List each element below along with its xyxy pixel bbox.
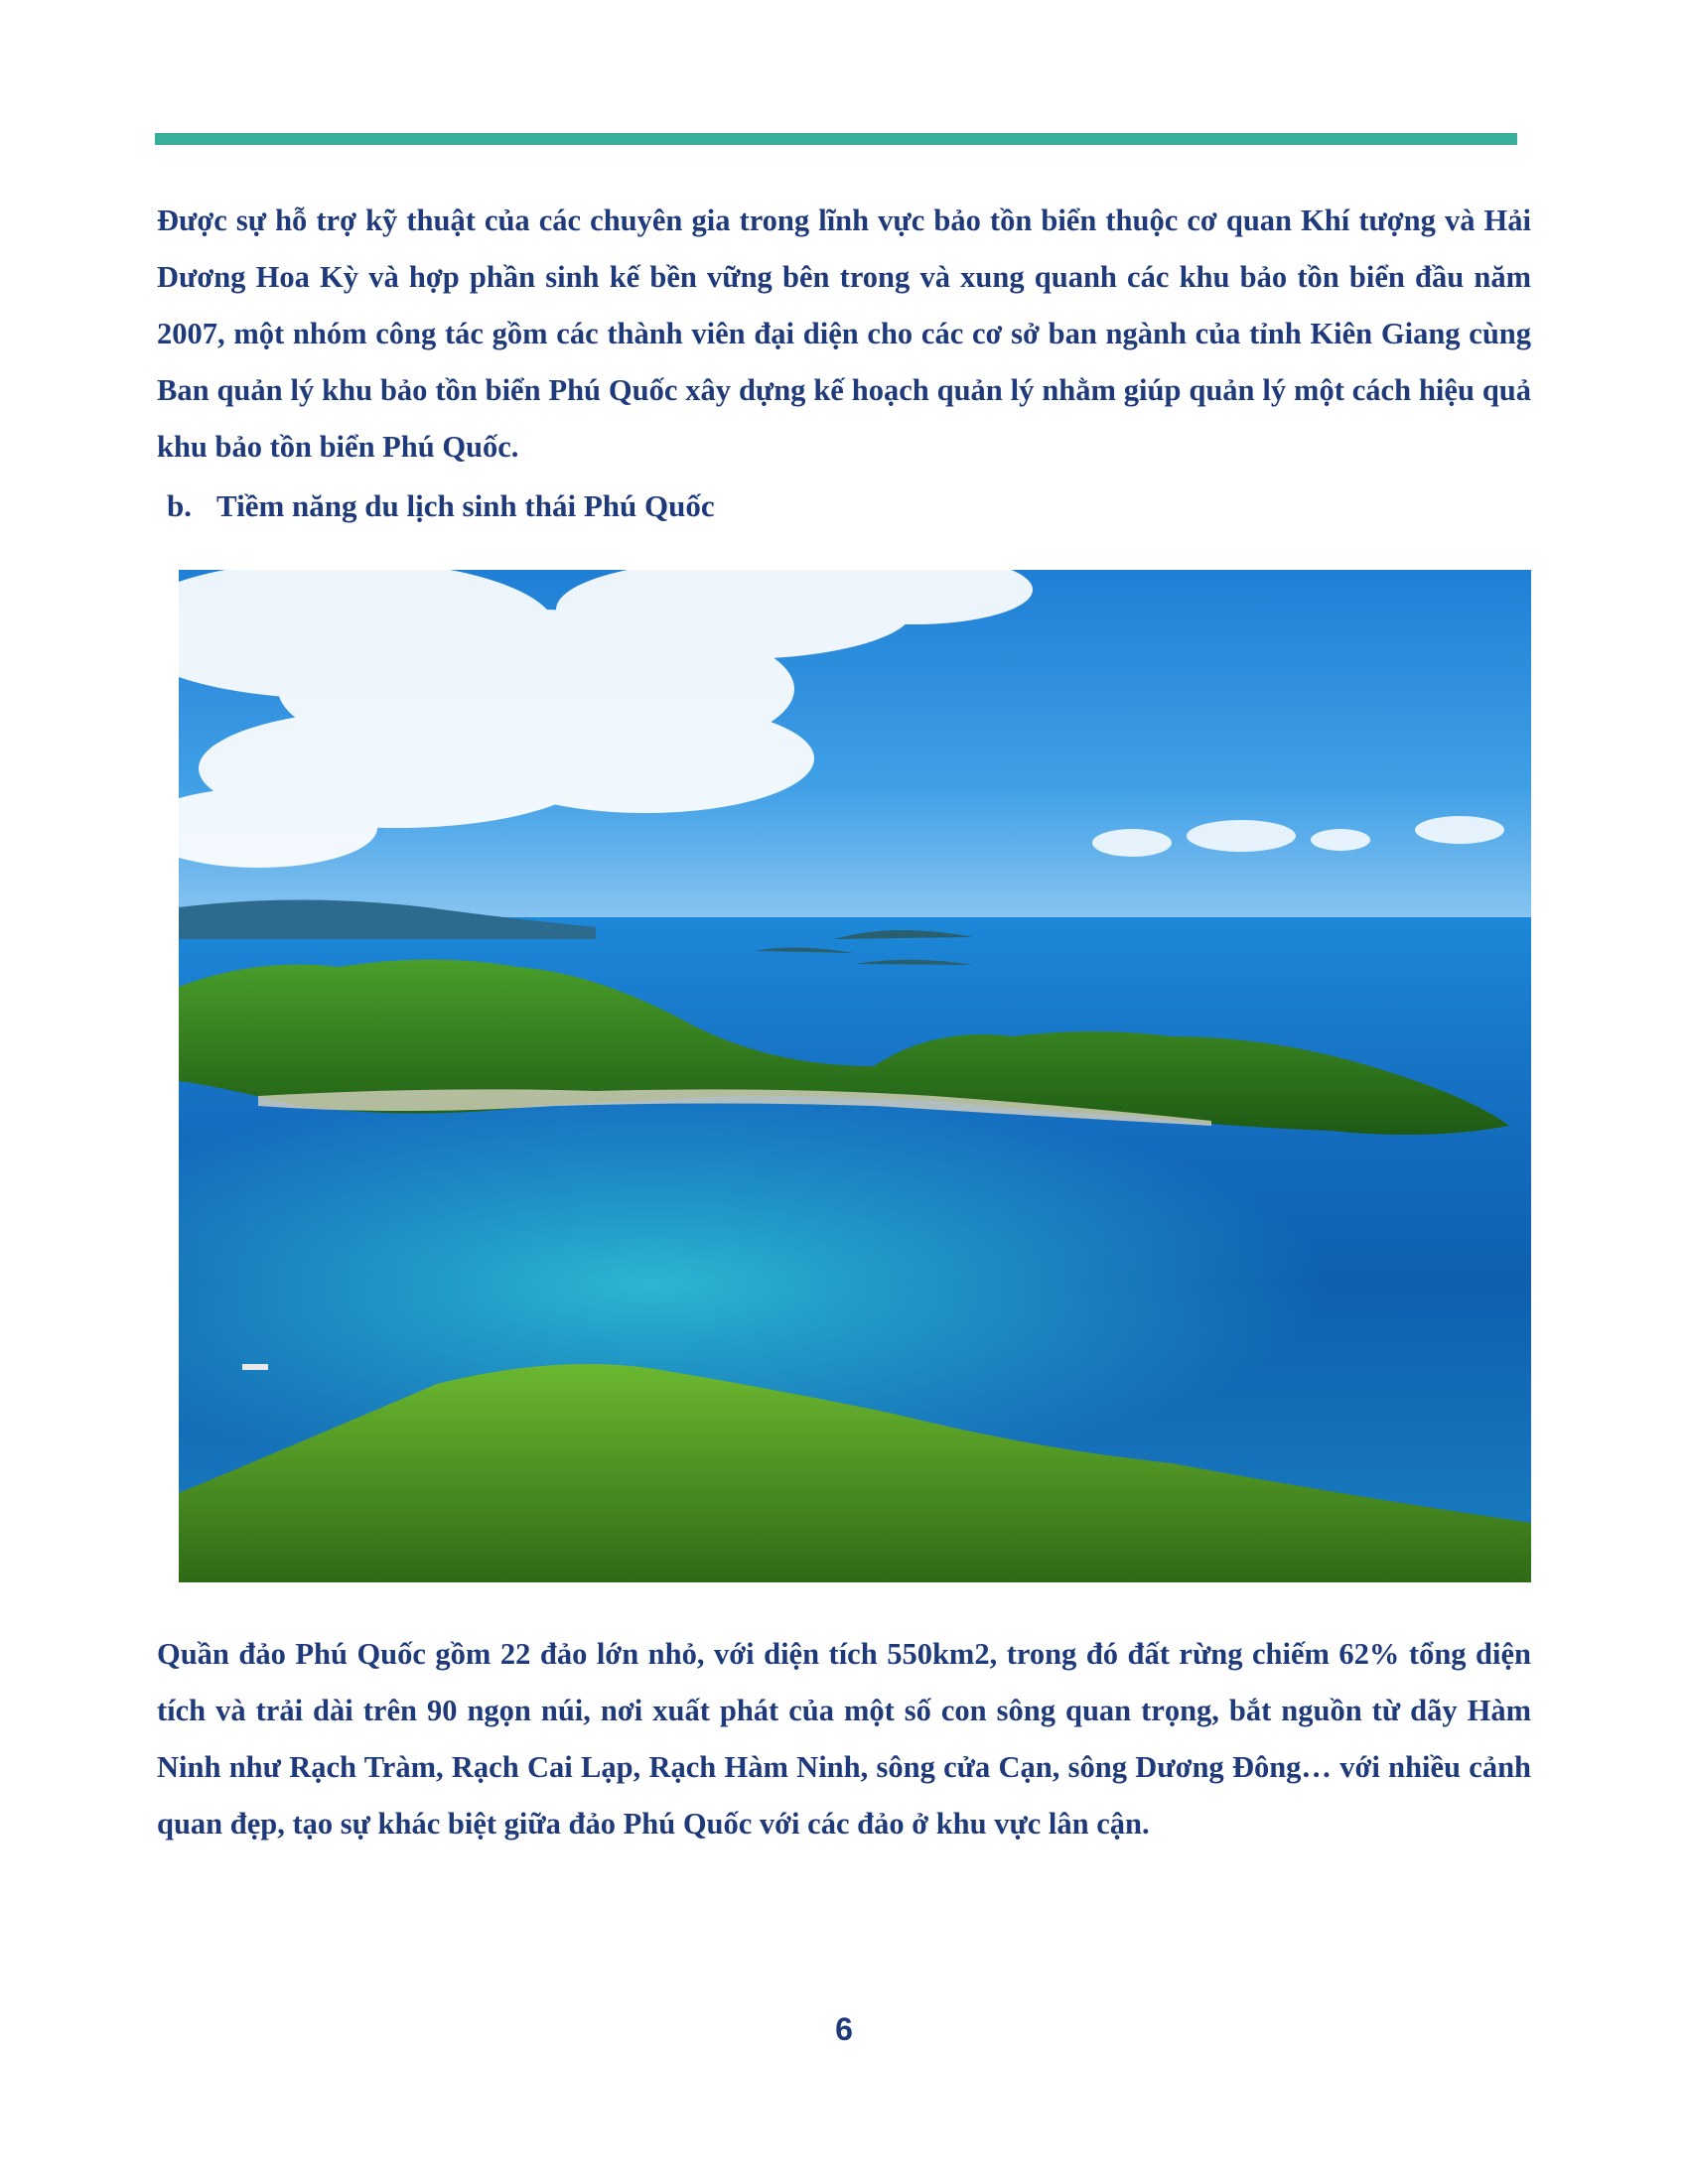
top-accent-rule (155, 133, 1517, 145)
section-heading (167, 484, 715, 528)
islands-paragraph: Quần đảo Phú Quốc gồm 22 đảo lớn nhỏ, với diện tích 550km2, trong đó đất rừng chiếm 62% tổng diện tích và trải dài trên 90 ngọn núi, nơi xuất phát của một số con sông quan trọng, bắt nguồn từ dãy Hàm Ninh như Rạch Tràm, Rạch Cai Lạp, Rạch Hàm Ninh, sông cửa Cạn, sông Dương Đông… với nhiều cảnh quan đẹp, tạo sự khác biệt giữa đảo Phú Quốc với các đảo ở khu vực lân cận. (157, 1637, 1531, 1841)
section-title: Tiềm năng du lịch sinh thái Phú Quốc (216, 488, 715, 523)
page-number: 6 (835, 2011, 853, 2047)
intro-paragraph: Được sự hỗ trợ kỹ thuật của các chuyên gia trong lĩnh vực bảo tồn biển thuộc cơ quan Khí tượng và Hải Dương Hoa Kỳ và hợp phần sinh kế bền vững bên trong và xung quanh các khu bảo tồn biển đầu năm 2007, một nhóm công tác gồm các thành viên đại diện cho các cơ sở ban ngành của tỉnh Kiên Giang cùng Ban quản lý khu bảo tồn biển Phú Quốc xây dựng kế hoạch quản lý nhằm giúp quản lý một cách hiệu quả khu bảo tồn biển Phú Quốc. (157, 204, 1531, 464)
section-marker: b. (167, 488, 192, 523)
island-aerial-photo (179, 570, 1531, 1582)
